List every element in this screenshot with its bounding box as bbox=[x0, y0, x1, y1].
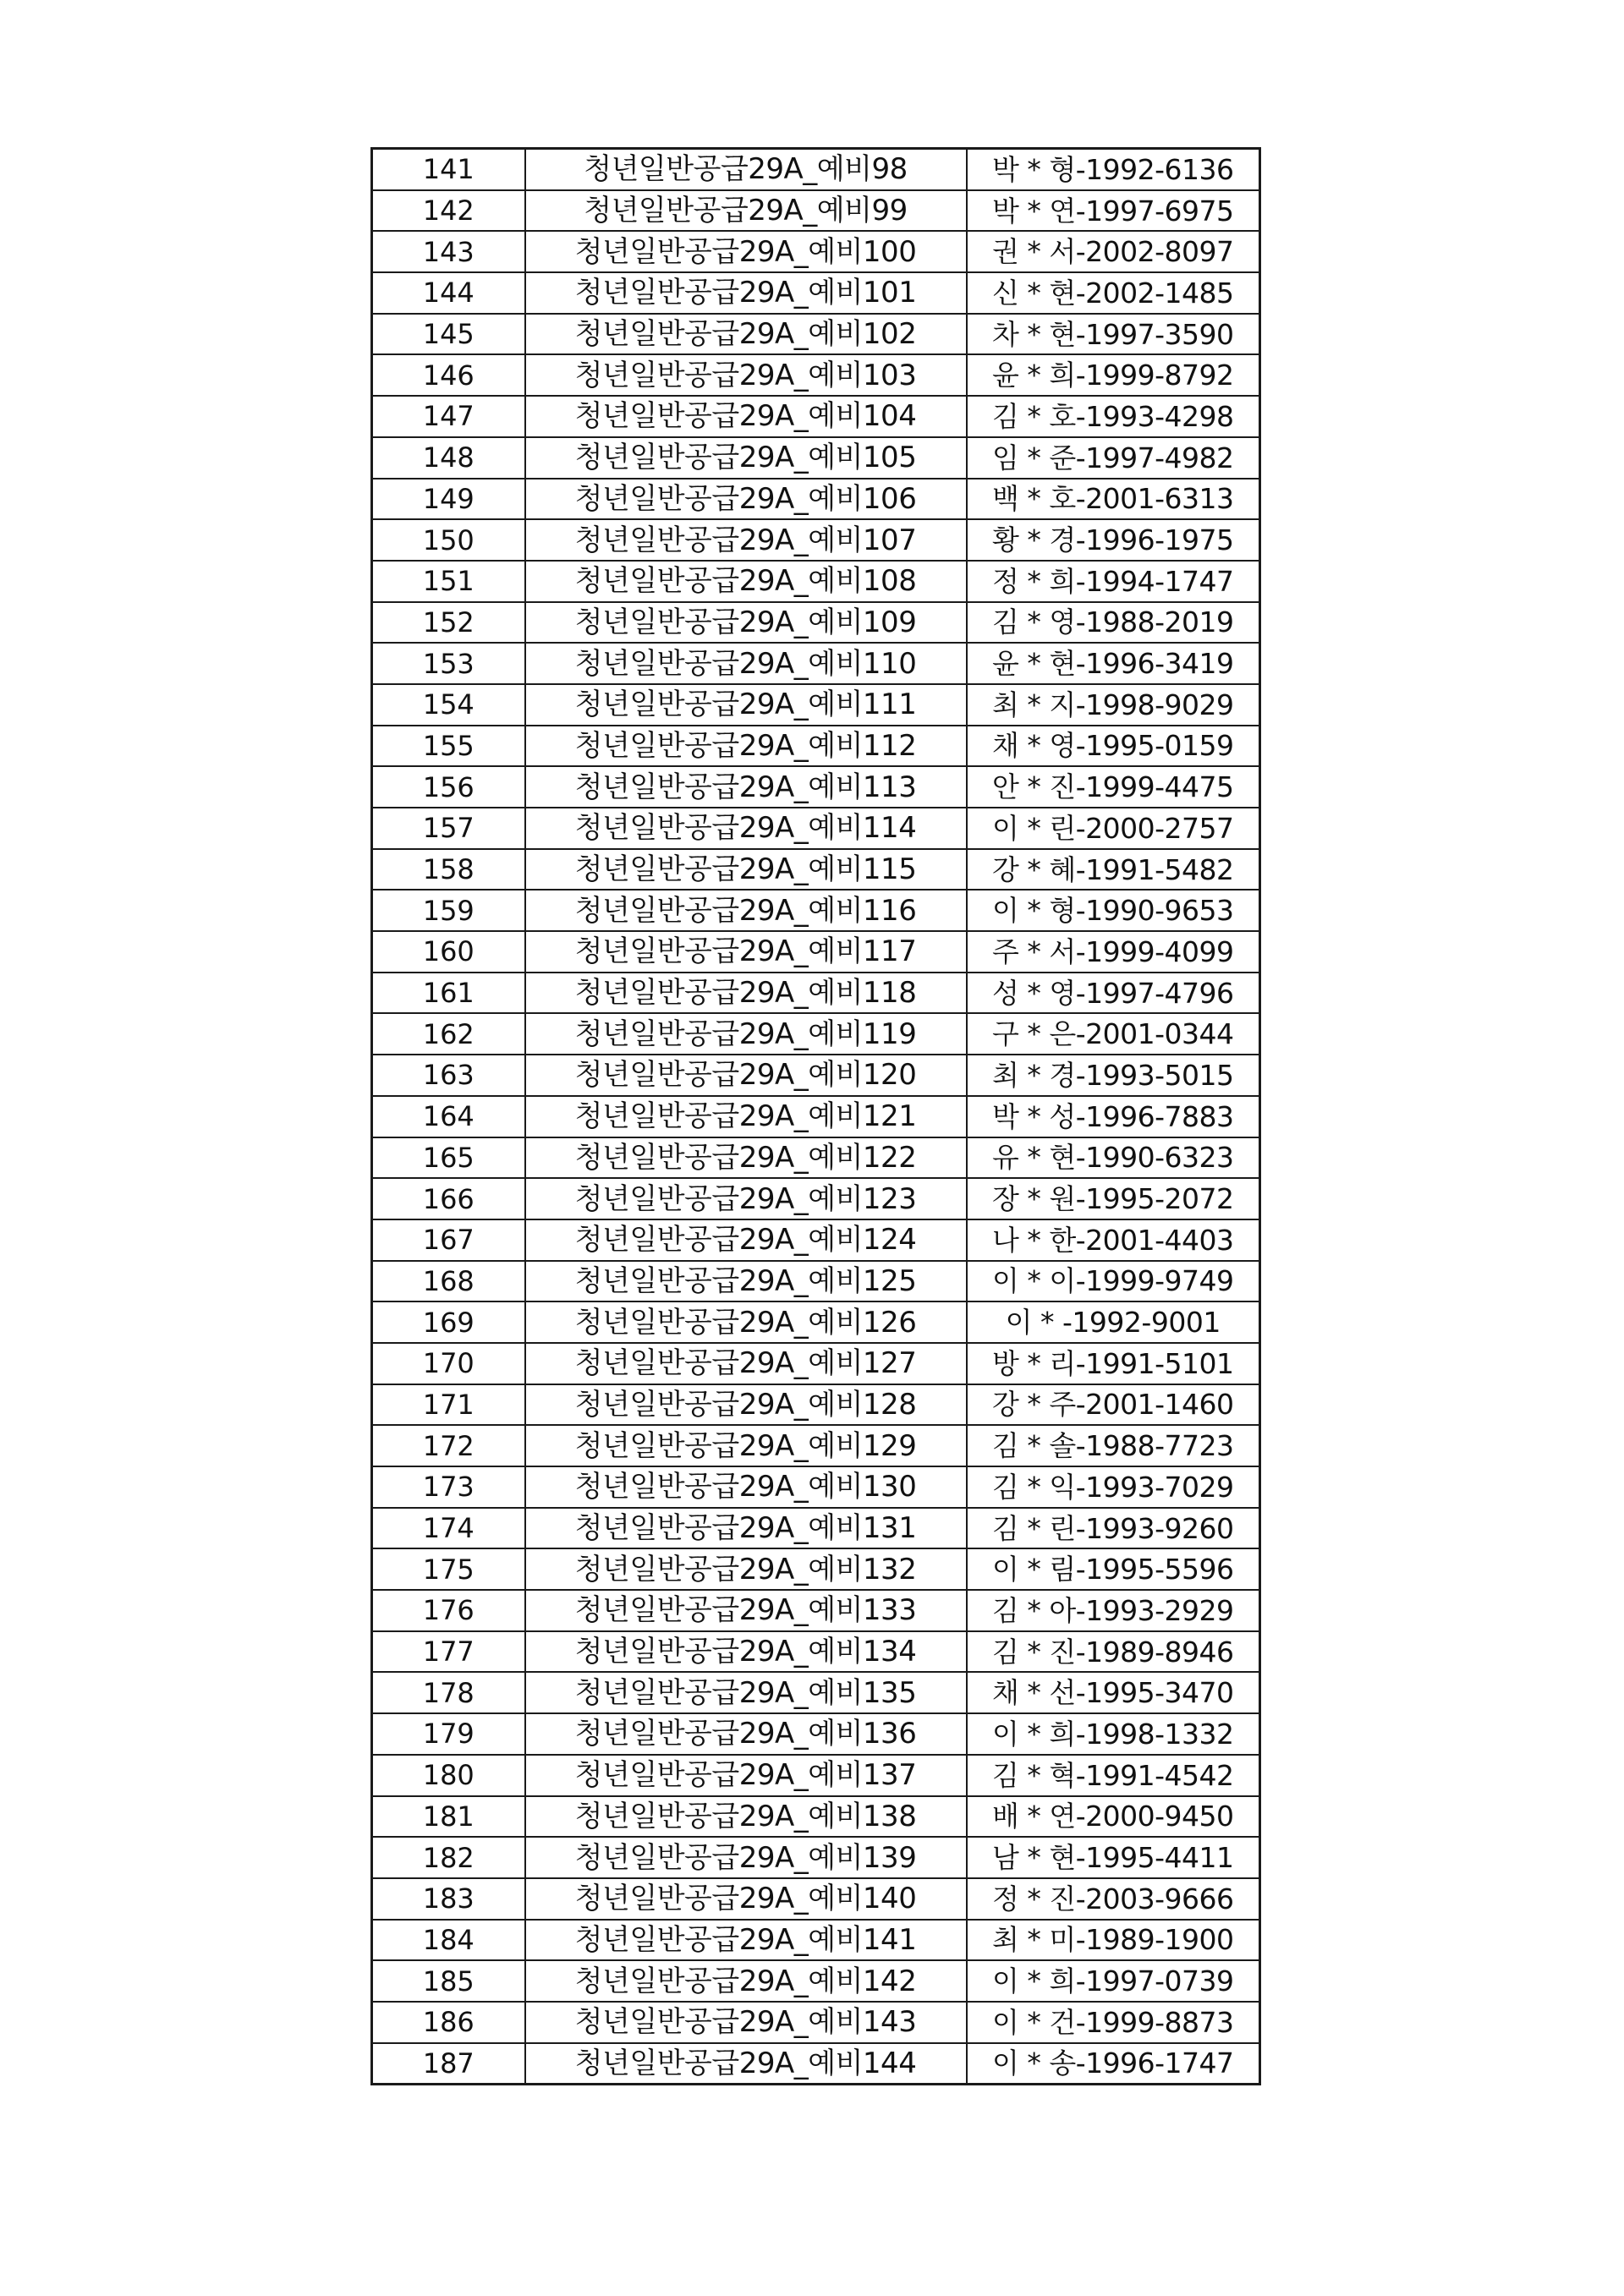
supply-type-cell: 청년일반공급29A_예비137 bbox=[525, 1755, 967, 1796]
applicant-cell: 박 * 형-1992-6136 bbox=[967, 149, 1260, 190]
table-row bbox=[372, 2002, 1260, 2043]
table-row bbox=[372, 1796, 1260, 1838]
applicant-cell: 강 * 주-2001-1460 bbox=[967, 1384, 1260, 1426]
supply-type-cell: 청년일반공급29A_예비117 bbox=[525, 931, 967, 973]
row-number-cell: 172 bbox=[372, 1425, 525, 1466]
supply-type-cell: 청년일반공급29A_예비129 bbox=[525, 1425, 967, 1466]
supply-type-cell: 청년일반공급29A_예비121 bbox=[525, 1096, 967, 1137]
row-number-cell: 186 bbox=[372, 2002, 525, 2043]
table-row bbox=[372, 973, 1260, 1014]
applicant-cell: 박 * 연-1997-6975 bbox=[967, 190, 1260, 232]
row-number-cell: 180 bbox=[372, 1755, 525, 1796]
row-number-cell: 158 bbox=[372, 849, 525, 890]
supply-type-cell: 청년일반공급29A_예비124 bbox=[525, 1219, 967, 1261]
row-number-cell: 160 bbox=[372, 931, 525, 973]
supply-type-cell: 청년일반공급29A_예비141 bbox=[525, 1920, 967, 1961]
table-row bbox=[372, 726, 1260, 767]
applicant-cell: 방 * 리-1991-5101 bbox=[967, 1343, 1260, 1384]
applicant-cell: 임 * 준-1997-4982 bbox=[967, 437, 1260, 479]
table-row bbox=[372, 1920, 1260, 1961]
supply-type-cell: 청년일반공급29A_예비125 bbox=[525, 1261, 967, 1302]
supply-type-cell: 청년일반공급29A_예비128 bbox=[525, 1384, 967, 1426]
applicant-cell: 채 * 영-1995-0159 bbox=[967, 726, 1260, 767]
table-row bbox=[372, 272, 1260, 314]
table-row bbox=[372, 314, 1260, 355]
applicant-cell: 김 * 익-1993-7029 bbox=[967, 1466, 1260, 1508]
row-number-cell: 166 bbox=[372, 1178, 525, 1219]
applicant-cell: 나 * 한-2001-4403 bbox=[967, 1219, 1260, 1261]
row-number-cell: 154 bbox=[372, 684, 525, 726]
row-number-cell: 175 bbox=[372, 1548, 525, 1590]
row-number-cell: 187 bbox=[372, 2043, 525, 2085]
supply-type-cell: 청년일반공급29A_예비110 bbox=[525, 643, 967, 684]
supply-type-cell: 청년일반공급29A_예비98 bbox=[525, 149, 967, 190]
applicant-cell: 최 * 미-1989-1900 bbox=[967, 1920, 1260, 1961]
applicant-cell: 이 * 린-2000-2757 bbox=[967, 808, 1260, 849]
applicant-cell: 김 * 혁-1991-4542 bbox=[967, 1755, 1260, 1796]
supply-type-cell: 청년일반공급29A_예비143 bbox=[525, 2002, 967, 2043]
applicant-cell: 윤 * 현-1996-3419 bbox=[967, 643, 1260, 684]
row-number-cell: 161 bbox=[372, 973, 525, 1014]
row-number-cell: 149 bbox=[372, 479, 525, 520]
row-number-cell: 177 bbox=[372, 1631, 525, 1673]
supply-type-cell: 청년일반공급29A_예비103 bbox=[525, 354, 967, 396]
applicant-cell: 최 * 경-1993-5015 bbox=[967, 1055, 1260, 1096]
supply-type-cell: 청년일반공급29A_예비111 bbox=[525, 684, 967, 726]
row-number-cell: 168 bbox=[372, 1261, 525, 1302]
table-row bbox=[372, 1631, 1260, 1673]
table-row bbox=[372, 1878, 1260, 1920]
applicant-cell: 이 * 형-1990-9653 bbox=[967, 890, 1260, 931]
table-row bbox=[372, 1672, 1260, 1713]
table-row bbox=[372, 1096, 1260, 1137]
applicant-table-body bbox=[372, 149, 1260, 2085]
applicant-cell: 김 * 영-1988-2019 bbox=[967, 602, 1260, 644]
table-row bbox=[372, 1055, 1260, 1096]
row-number-cell: 176 bbox=[372, 1590, 525, 1631]
row-number-cell: 181 bbox=[372, 1796, 525, 1838]
supply-type-cell: 청년일반공급29A_예비138 bbox=[525, 1796, 967, 1838]
supply-type-cell: 청년일반공급29A_예비106 bbox=[525, 479, 967, 520]
row-number-cell: 159 bbox=[372, 890, 525, 931]
row-number-cell: 170 bbox=[372, 1343, 525, 1384]
table-row bbox=[372, 1178, 1260, 1219]
supply-type-cell: 청년일반공급29A_예비100 bbox=[525, 231, 967, 272]
supply-type-cell: 청년일반공급29A_예비139 bbox=[525, 1837, 967, 1878]
table-row bbox=[372, 1713, 1260, 1755]
supply-type-cell: 청년일반공급29A_예비120 bbox=[525, 1055, 967, 1096]
table-row bbox=[372, 396, 1260, 437]
supply-type-cell: 청년일반공급29A_예비118 bbox=[525, 973, 967, 1014]
applicant-cell: 채 * 선-1995-3470 bbox=[967, 1672, 1260, 1713]
applicant-cell: 이 * 희-1997-0739 bbox=[967, 1960, 1260, 2002]
applicant-cell: 장 * 원-1995-2072 bbox=[967, 1178, 1260, 1219]
supply-type-cell: 청년일반공급29A_예비108 bbox=[525, 561, 967, 602]
table-row bbox=[372, 149, 1260, 190]
supply-type-cell: 청년일반공급29A_예비119 bbox=[525, 1013, 967, 1055]
supply-type-cell: 청년일반공급29A_예비122 bbox=[525, 1137, 967, 1179]
supply-type-cell: 청년일반공급29A_예비144 bbox=[525, 2043, 967, 2085]
supply-type-cell: 청년일반공급29A_예비115 bbox=[525, 849, 967, 890]
row-number-cell: 151 bbox=[372, 561, 525, 602]
table-row bbox=[372, 1548, 1260, 1590]
table-row bbox=[372, 1425, 1260, 1466]
applicant-cell: 구 * 은-2001-0344 bbox=[967, 1013, 1260, 1055]
applicant-cell: 이 * 송-1996-1747 bbox=[967, 2043, 1260, 2085]
supply-type-cell: 청년일반공급29A_예비127 bbox=[525, 1343, 967, 1384]
row-number-cell: 157 bbox=[372, 808, 525, 849]
applicant-cell: 이 * 희-1998-1332 bbox=[967, 1713, 1260, 1755]
table-row bbox=[372, 808, 1260, 849]
supply-type-cell: 청년일반공급29A_예비107 bbox=[525, 519, 967, 561]
row-number-cell: 174 bbox=[372, 1508, 525, 1549]
applicant-cell: 배 * 연-2000-9450 bbox=[967, 1796, 1260, 1838]
table-row bbox=[372, 849, 1260, 890]
applicant-cell: 정 * 희-1994-1747 bbox=[967, 561, 1260, 602]
row-number-cell: 155 bbox=[372, 726, 525, 767]
applicant-table bbox=[370, 147, 1261, 2085]
row-number-cell: 147 bbox=[372, 396, 525, 437]
applicant-cell: 주 * 서-1999-4099 bbox=[967, 931, 1260, 973]
table-row bbox=[372, 1013, 1260, 1055]
applicant-cell: 윤 * 희-1999-8792 bbox=[967, 354, 1260, 396]
row-number-cell: 178 bbox=[372, 1672, 525, 1713]
row-number-cell: 167 bbox=[372, 1219, 525, 1261]
row-number-cell: 143 bbox=[372, 231, 525, 272]
row-number-cell: 182 bbox=[372, 1837, 525, 1878]
table-row bbox=[372, 1261, 1260, 1302]
applicant-cell: 남 * 현-1995-4411 bbox=[967, 1837, 1260, 1878]
supply-type-cell: 청년일반공급29A_예비113 bbox=[525, 766, 967, 808]
applicant-cell: 차 * 현-1997-3590 bbox=[967, 314, 1260, 355]
applicant-cell: 김 * 린-1993-9260 bbox=[967, 1508, 1260, 1549]
table-row bbox=[372, 2043, 1260, 2085]
row-number-cell: 156 bbox=[372, 766, 525, 808]
supply-type-cell: 청년일반공급29A_예비104 bbox=[525, 396, 967, 437]
supply-type-cell: 청년일반공급29A_예비116 bbox=[525, 890, 967, 931]
table-row bbox=[372, 519, 1260, 561]
supply-type-cell: 청년일반공급29A_예비132 bbox=[525, 1548, 967, 1590]
applicant-cell: 백 * 호-2001-6313 bbox=[967, 479, 1260, 520]
table-row bbox=[372, 766, 1260, 808]
applicant-cell: 이 * 건-1999-8873 bbox=[967, 2002, 1260, 2043]
row-number-cell: 162 bbox=[372, 1013, 525, 1055]
table-row bbox=[372, 931, 1260, 973]
supply-type-cell: 청년일반공급29A_예비123 bbox=[525, 1178, 967, 1219]
table-row bbox=[372, 1384, 1260, 1426]
row-number-cell: 146 bbox=[372, 354, 525, 396]
applicant-cell: 황 * 경-1996-1975 bbox=[967, 519, 1260, 561]
row-number-cell: 165 bbox=[372, 1137, 525, 1179]
row-number-cell: 148 bbox=[372, 437, 525, 479]
table-row bbox=[372, 1219, 1260, 1261]
applicant-cell: 성 * 영-1997-4796 bbox=[967, 973, 1260, 1014]
table-row bbox=[372, 437, 1260, 479]
row-number-cell: 171 bbox=[372, 1384, 525, 1426]
table-row bbox=[372, 231, 1260, 272]
table-row bbox=[372, 354, 1260, 396]
applicant-cell: 정 * 진-2003-9666 bbox=[967, 1878, 1260, 1920]
applicant-cell: 김 * 호-1993-4298 bbox=[967, 396, 1260, 437]
applicant-cell: 김 * 솔-1988-7723 bbox=[967, 1425, 1260, 1466]
supply-type-cell: 청년일반공급29A_예비99 bbox=[525, 190, 967, 232]
applicant-cell: 김 * 진-1989-8946 bbox=[967, 1631, 1260, 1673]
supply-type-cell: 청년일반공급29A_예비142 bbox=[525, 1960, 967, 2002]
applicant-cell: 이 * 이-1999-9749 bbox=[967, 1261, 1260, 1302]
table-row bbox=[372, 1960, 1260, 2002]
applicant-cell: 신 * 현-2002-1485 bbox=[967, 272, 1260, 314]
row-number-cell: 142 bbox=[372, 190, 525, 232]
table-row bbox=[372, 1755, 1260, 1796]
row-number-cell: 141 bbox=[372, 149, 525, 190]
row-number-cell: 185 bbox=[372, 1960, 525, 2002]
row-number-cell: 152 bbox=[372, 602, 525, 644]
supply-type-cell: 청년일반공급29A_예비105 bbox=[525, 437, 967, 479]
table-row bbox=[372, 643, 1260, 684]
row-number-cell: 163 bbox=[372, 1055, 525, 1096]
table-row bbox=[372, 479, 1260, 520]
applicant-cell: 유 * 현-1990-6323 bbox=[967, 1137, 1260, 1179]
table-row bbox=[372, 1343, 1260, 1384]
applicant-cell: 박 * 성-1996-7883 bbox=[967, 1096, 1260, 1137]
supply-type-cell: 청년일반공급29A_예비101 bbox=[525, 272, 967, 314]
row-number-cell: 183 bbox=[372, 1878, 525, 1920]
row-number-cell: 153 bbox=[372, 643, 525, 684]
supply-type-cell: 청년일반공급29A_예비109 bbox=[525, 602, 967, 644]
row-number-cell: 169 bbox=[372, 1301, 525, 1343]
table-row bbox=[372, 684, 1260, 726]
supply-type-cell: 청년일반공급29A_예비133 bbox=[525, 1590, 967, 1631]
applicant-cell: 이 * 림-1995-5596 bbox=[967, 1548, 1260, 1590]
table-row bbox=[372, 890, 1260, 931]
table-row bbox=[372, 1508, 1260, 1549]
supply-type-cell: 청년일반공급29A_예비136 bbox=[525, 1713, 967, 1755]
row-number-cell: 173 bbox=[372, 1466, 525, 1508]
row-number-cell: 150 bbox=[372, 519, 525, 561]
row-number-cell: 164 bbox=[372, 1096, 525, 1137]
applicant-cell: 최 * 지-1998-9029 bbox=[967, 684, 1260, 726]
supply-type-cell: 청년일반공급29A_예비135 bbox=[525, 1672, 967, 1713]
supply-type-cell: 청년일반공급29A_예비131 bbox=[525, 1508, 967, 1549]
row-number-cell: 179 bbox=[372, 1713, 525, 1755]
table-row bbox=[372, 1301, 1260, 1343]
row-number-cell: 145 bbox=[372, 314, 525, 355]
table-row bbox=[372, 1137, 1260, 1179]
supply-type-cell: 청년일반공급29A_예비134 bbox=[525, 1631, 967, 1673]
supply-type-cell: 청년일반공급29A_예비114 bbox=[525, 808, 967, 849]
applicant-cell: 김 * 아-1993-2929 bbox=[967, 1590, 1260, 1631]
supply-type-cell: 청년일반공급29A_예비112 bbox=[525, 726, 967, 767]
supply-type-cell: 청년일반공급29A_예비140 bbox=[525, 1878, 967, 1920]
applicant-cell: 권 * 서-2002-8097 bbox=[967, 231, 1260, 272]
supply-type-cell: 청년일반공급29A_예비126 bbox=[525, 1301, 967, 1343]
table-row bbox=[372, 561, 1260, 602]
applicant-cell: 안 * 진-1999-4475 bbox=[967, 766, 1260, 808]
table-row bbox=[372, 1837, 1260, 1878]
table-row bbox=[372, 1590, 1260, 1631]
applicant-cell: 이 * -1992-9001 bbox=[967, 1301, 1260, 1343]
supply-type-cell: 청년일반공급29A_예비102 bbox=[525, 314, 967, 355]
applicant-cell: 강 * 혜-1991-5482 bbox=[967, 849, 1260, 890]
row-number-cell: 144 bbox=[372, 272, 525, 314]
table-row bbox=[372, 1466, 1260, 1508]
row-number-cell: 184 bbox=[372, 1920, 525, 1961]
table-row bbox=[372, 190, 1260, 232]
supply-type-cell: 청년일반공급29A_예비130 bbox=[525, 1466, 967, 1508]
table-row bbox=[372, 602, 1260, 644]
